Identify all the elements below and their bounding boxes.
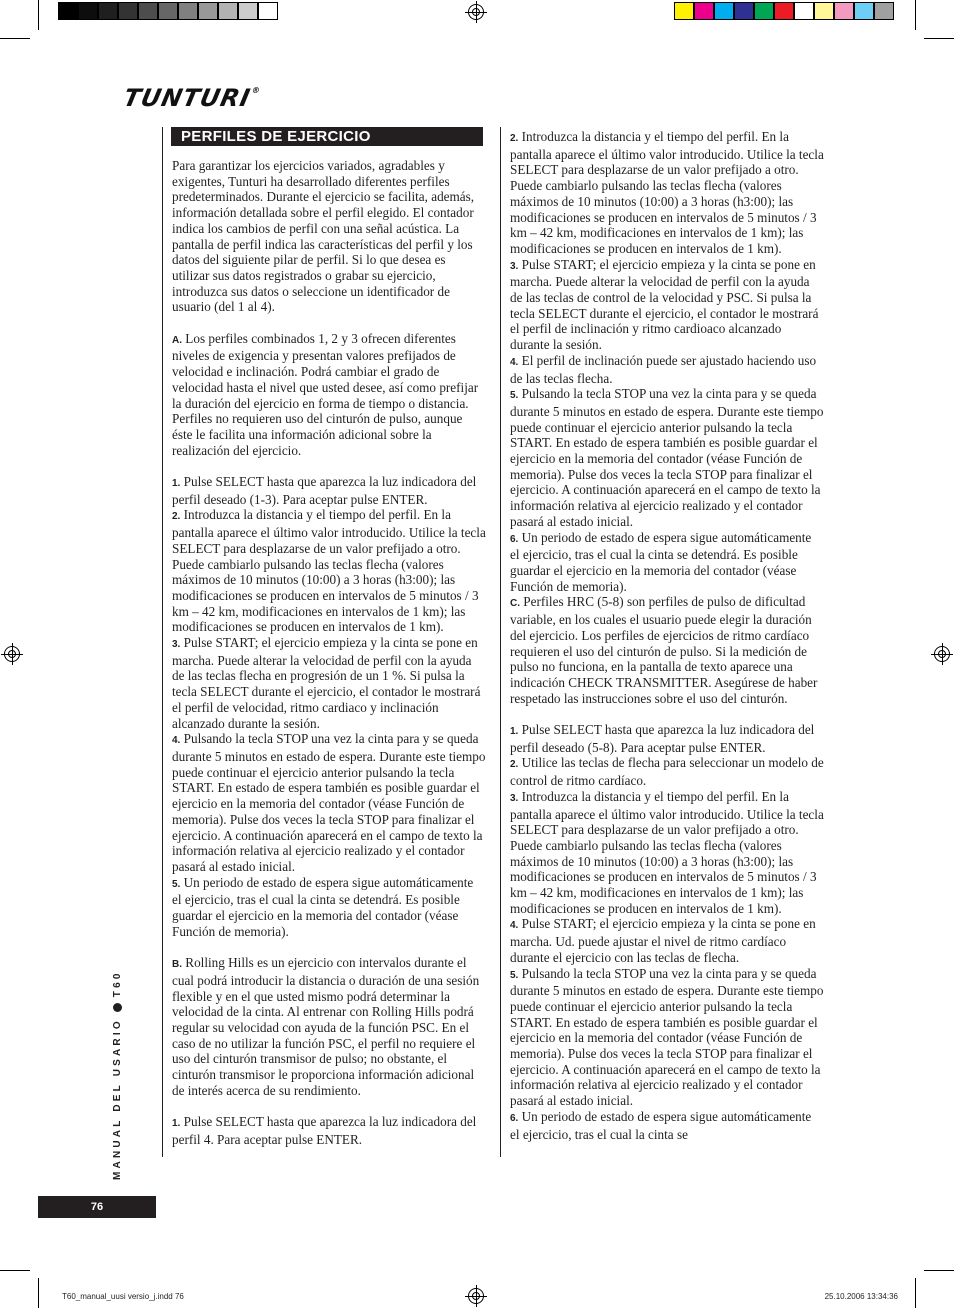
paragraph: [510, 530, 824, 595]
paragraph: [172, 507, 486, 635]
color-swatch: [238, 2, 258, 20]
item-label: 5.: [510, 969, 519, 981]
left-text-column: [172, 158, 486, 1148]
item-label: 6.: [510, 1112, 519, 1124]
item-label: 1.: [172, 478, 181, 490]
color-swatch: [198, 2, 218, 20]
color-swatch: [814, 2, 834, 20]
paragraph: [172, 875, 486, 940]
paragraph: [172, 474, 486, 507]
paragraph-gap: [172, 1098, 486, 1114]
color-swatch: [874, 2, 894, 20]
paragraph: [172, 158, 486, 315]
section-title: PERFILES DE EJERCICIO: [171, 127, 483, 146]
bullet-icon: [113, 1003, 122, 1012]
color-swatch: [158, 2, 178, 20]
crop-mark: [924, 1270, 954, 1271]
color-swatch: [58, 2, 78, 20]
item-text: Pulse START; el ejercicio empieza y la cinta se pone en marcha. Puede alterar la velocidad de perfil con la ayuda de las teclas de control de la velocidad y PSC. Si pulsa la tecla SELECT durante el ejercicio, el contador le mostrará el perfil de inclinación y ritmo cardioaco alcanzado durante la sesión.: [510, 256, 819, 353]
item-label: 5.: [172, 878, 181, 890]
item-label: 1.: [172, 1118, 181, 1130]
item-label: 6.: [510, 533, 519, 545]
color-swatch: [854, 2, 874, 20]
crop-mark: [0, 38, 30, 39]
item-label: C.: [510, 598, 520, 610]
paragraph-gap: [172, 458, 486, 474]
paragraph: [510, 386, 824, 529]
item-label: 4.: [172, 735, 181, 747]
item-label: 2.: [510, 759, 519, 771]
paragraph-gap: [172, 315, 486, 331]
paragraph: [172, 731, 486, 874]
color-swatch: [774, 2, 794, 20]
registration-mark-icon: [468, 1288, 484, 1304]
color-swatch: [218, 2, 238, 20]
right-text-column: [510, 129, 824, 1142]
crop-mark: [0, 1270, 30, 1271]
color-swatch: [258, 2, 278, 20]
item-text: Perfiles HRC (5-8) son perfiles de pulso de dificultad variable, en los cuales el usuario puede elegir la duración del ejercicio. Los perfiles de ejercicios de ritmo cardíaco requieren el uso del cinturón de pulso. Si la medición de pulso no funciona, en la pantalla de texto aparece una indicación CHECK TRANSMITTER. Asegúrese de haber respetado las instrucciones sobre el uso del cinturón.: [510, 594, 818, 706]
item-text: Introduzca la distancia y el tiempo del perfil. En la pantalla aparece el último valor introducido. Utilice la tecla SELECT para desplazarse de un valor prefijado a otro. Puede cambiarlo pulsando las teclas flecha (valores máximos de 10 minutos (10:00) a 3 horas (h3:00); las modificaciones se producen en intervalos de 5 minutos / 3 km – 42 km, modificaciones en intervalos de 1 km); las modificaciones se producen en intervalos de 1 km).: [510, 129, 824, 256]
item-text: Introduzca la distancia y el tiempo del perfil. En la pantalla aparece el último valor introducido. Utilice la tecla SELECT para desplazarse de un valor prefijado a otro. Puede cambiarlo pulsando las teclas flecha (valores máximos de 10 minutos (10:00) a 3 horas (h3:00); las modificaciones se producen en intervalos de 5 minutos / 3 km – 42 km, modificaciones en intervalos de 1 km); las modificaciones se producen en intervalos de 1 km).: [510, 788, 824, 916]
crop-mark: [924, 38, 954, 39]
item-text: Un periodo de estado de espera sigue automáticamente el ejercicio, tras el cual la cinta se detendrá. Es posible guardar el ejercicio en la memoria del contador (véase Función de memoria).: [172, 874, 474, 939]
registration-mark-icon: [934, 646, 950, 662]
paragraph: [510, 353, 824, 386]
paragraph: [510, 966, 824, 1109]
item-label: 5.: [510, 390, 519, 402]
item-label: 3.: [510, 260, 519, 272]
item-text: Pulsando la tecla STOP una vez la cinta para y se queda durante 5 minutos en estado de espera. Durante este tiempo puede continuar el ejercicio anterior pulsando la tecla START. En estado de espera también es posible guardar el ejercicio en la memoria del contador (véase Función de memoria). Pulse dos veces la tecla STOP para finalizar el ejercicio. A continuación aparecerá en el campo de texto la información relativa al ejercicio realizado y el contador pasará al estado inicial.: [510, 386, 824, 529]
item-text: Rolling Hills es un ejercicio con intervalos durante el cual podrá introducir la distancia o duración de una sesión flexible y en el que usted mismo podrá determinar la velocidad de la cinta. Al entrenar con Rolling Hills podrá regular su velocidad con ayuda de la función PSC. En el caso de no utilizar la función PSC, el perfil no requiere el uso del cinturón transmisor de pulso; no obstante, el cinturón transmisor le proporciona información adicional de interés acerca de su rendimiento.: [172, 955, 480, 1098]
color-swatch: [98, 2, 118, 20]
footer-date: 25.10.2006 13:34:36: [824, 1292, 898, 1301]
item-text: Utilice las teclas de flecha para seleccionar un modelo de control de ritmo cardíaco.: [510, 755, 824, 789]
item-text: El perfil de inclinación puede ser ajustado haciendo uso de las teclas flecha.: [510, 352, 817, 386]
crop-mark: [915, 1278, 916, 1308]
item-label: 3.: [172, 639, 181, 651]
item-text: Pulsando la tecla STOP una vez la cinta para y se queda durante 5 minutos en estado de espera. Durante este tiempo puede continuar el ejercicio anterior pulsando la tecla START. En estado de espera también es posible guardar el ejercicio en la memoria del contador (véase Función de memoria). Pulse dos veces la tecla STOP para finalizar el ejercicio. A continuación aparecerá en el campo de texto la información relativa al ejercicio realizado y el contador pasará al estado inicial.: [172, 731, 486, 874]
paragraph: [510, 722, 824, 755]
paragraph-gap: [172, 939, 486, 955]
tunturi-logo: TUNTURI®: [121, 84, 262, 112]
item-label: 2.: [172, 511, 181, 523]
item-label: 1.: [510, 726, 519, 737]
page-number: 76: [38, 1196, 156, 1218]
item-label: 4.: [510, 356, 519, 368]
item-text: Pulse SELECT hasta que aparezca la luz indicadora del perfil deseado (1-3). Para aceptar pulse ENTER.: [172, 474, 477, 507]
column-divider: [162, 127, 163, 1157]
model-label: T60: [112, 970, 123, 998]
color-swatch: [694, 2, 714, 20]
item-text: Pulse SELECT hasta que aparezca la luz indicadora del perfil 4. Para aceptar pulse ENTER.: [172, 1114, 477, 1147]
item-text: Pulse START; el ejercicio empieza y la cinta se pone en marcha. Puede alterar la velocidad de perfil con la ayuda de las teclas flecha en progresión de un 1 %. Si pulsa la tecla SELECT durante el ejercicio, el contador le mostrará el perfil de velocidad, ritmo cardiaco y inclinación alcanzado durante la sesión.: [172, 635, 481, 731]
crop-mark: [38, 0, 39, 30]
paragraph: [172, 331, 486, 459]
paragraph: [510, 257, 824, 353]
column-divider: [500, 127, 501, 1157]
item-label: A.: [172, 334, 182, 346]
paragraph-gap: [510, 706, 824, 722]
item-text: Un periodo de estado de espera sigue automáticamente el ejercicio, tras el cual la cinta se: [510, 1108, 812, 1142]
color-swatch: [834, 2, 854, 20]
color-swatch: [178, 2, 198, 20]
color-swatch: [714, 2, 734, 20]
item-text: Para garantizar los ejercicios variados, agradables y exigentes, Tunturi ha desarrollado diferentes perfiles predeterminados. Durante el ejercicio se facilita, además, información detallada sobre el perfil elegido. El contador indica los cambios de perfil con una señal acústica. La pantalla de perfil indica las características del perfil y los datos del siguiente pilar de perfil. Si lo que desea es utilizar sus datos registrados o grabar su ejercicio, introduzca sus datos o seleccione un identificador de usuario (del 1 al 4).: [172, 158, 475, 315]
paragraph: [510, 1109, 824, 1142]
manual-label: MANUAL DEL USARIO: [112, 1018, 123, 1180]
registration-mark-icon: [468, 4, 484, 20]
item-label: 4.: [510, 920, 519, 932]
color-swatch: [734, 2, 754, 20]
manual-sidebar-label: [112, 970, 123, 1180]
color-swatch: [754, 2, 774, 20]
color-swatch: [794, 2, 814, 20]
paragraph: [510, 755, 824, 788]
item-text: Introduzca la distancia y el tiempo del perfil. En la pantalla aparece el último valor introducido. Utilice la tecla SELECT para desplazarse de un valor prefijado a otro. Puede cambiarlo pulsando las teclas flecha (valores máximos de 10 minutos (10:00) a 3 horas (h3:00); las modificaciones se producen en intervalos de 5 minutos / 3 km – 42 km, modificaciones en intervalos de 1 km); las modificaciones se producen en intervalos de 1 km).: [172, 507, 486, 635]
crop-mark: [38, 1278, 39, 1308]
paragraph: [172, 1114, 486, 1147]
item-text: Pulse SELECT hasta que aparezca la luz indicadora del perfil deseado (5-8). Para aceptar pulse ENTER.: [510, 722, 815, 755]
paragraph: [510, 789, 824, 917]
color-swatch: [78, 2, 98, 20]
item-label: B.: [172, 959, 182, 971]
paragraph: [510, 916, 824, 965]
color-swatch: [674, 2, 694, 20]
footer-file-name: T60_manual_uusi versio_j.indd 76: [62, 1292, 184, 1301]
item-label: 2.: [510, 133, 519, 144]
item-label: 3.: [510, 792, 519, 804]
registration-mark-icon: [4, 646, 20, 662]
paragraph: [510, 594, 824, 706]
color-swatch: [138, 2, 158, 20]
item-text: Pulsando la tecla STOP una vez la cinta para y se queda durante 5 minutos en estado de espera. Durante este tiempo puede continuar el ejercicio anterior pulsando la tecla START. En estado de espera también es posible guardar el ejercicio en la memoria del contador (véase Función de memoria). Pulse dos veces la tecla STOP para finalizar el ejercicio. A continuación aparecerá en el campo de texto la información relativa al ejercicio realizado y el contador pasará al estado inicial.: [510, 965, 824, 1109]
item-text: Pulse START; el ejercicio empieza y la cinta se pone en marcha. Ud. puede ajustar el nivel de ritmo cardíaco durante el ejercicio con las teclas de flecha.: [510, 916, 816, 965]
color-swatch: [118, 2, 138, 20]
item-text: Un periodo de estado de espera sigue automáticamente el ejercicio, tras el cual la cinta se detendrá. Es posible guardar el ejercicio en la memoria del contador (véase Función de memoria).: [510, 529, 812, 594]
paragraph: [172, 635, 486, 731]
paragraph: [172, 955, 486, 1098]
item-text: Los perfiles combinados 1, 2 y 3 ofrecen diferentes niveles de exigencia y presentan valores prefijados de velocidad e inclinación. Podrá cambiar el grado de velocidad hasta el nivel que usted desee, así como prefijar la duración del ejercicio en forma de tiempo o distancia. Perfiles no requieren uso del cinturón de pulso, aunque éste le facilita una información adicional sobre la realización del ejercicio.: [172, 330, 479, 458]
crop-mark: [915, 0, 916, 30]
paragraph: [510, 129, 824, 257]
